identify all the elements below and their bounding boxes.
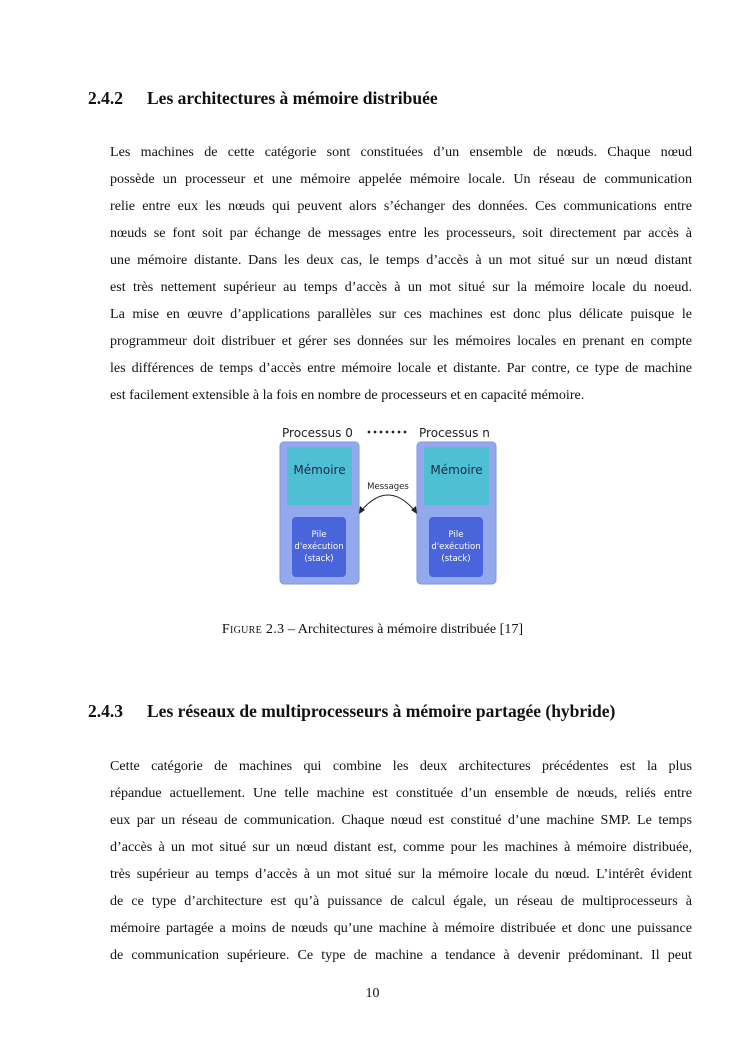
stack-label-right-line1: Pile bbox=[448, 530, 464, 540]
stack-label-left-line1: Pile bbox=[311, 530, 327, 540]
section-number: 2.4.2 bbox=[88, 88, 123, 108]
text-line: est facilement extensible à la fois en nombre de processeurs et en capacité mémoire. bbox=[110, 387, 585, 403]
stack-label-left-line2: d'exécution bbox=[294, 542, 344, 552]
text-line: programmeur doit distribuer et gérer ses données sur les mémoires locales en prenant en compte bbox=[110, 333, 692, 349]
text-line: de communication supérieure. Ce type de machine a tendance à devenir prédominant. Il peut bbox=[110, 947, 692, 963]
text-line: une mémoire distante. Dans les deux cas, le temps d’accès à un mot situé sur un nœud distant bbox=[110, 252, 692, 268]
text-line: nœuds se font soit par échange de messages entre les processeurs, soit directement par accès à bbox=[110, 225, 692, 241]
text-line: possède un processeur et une mémoire appelée mémoire locale. Un réseau de communication bbox=[110, 171, 692, 187]
paragraph-distributed-memory bbox=[88, 139, 692, 409]
text-line: très supérieur au temps d’accès à un mot situé sur la mémoire locale du nœud. L’intérêt évident bbox=[110, 866, 692, 882]
text-line: Cette catégorie de machines qui combine les deux architectures précédentes est la plus bbox=[110, 758, 692, 774]
text-line: relie entre eux les nœuds qui peuvent alors s’échanger des données. Ces communications entre bbox=[110, 198, 692, 214]
process-left-label: Processus 0 bbox=[282, 426, 353, 440]
section-heading-2-4-2 bbox=[88, 88, 438, 109]
text-line: mémoire partagée a moins de nœuds qu’une machine à mémoire distribuée et donc une puissance bbox=[110, 920, 692, 936]
figure-label: Figure 2.3 bbox=[221, 621, 285, 637]
figure-caption-text: – Architectures à mémoire distribuée [17] bbox=[284, 621, 524, 637]
text-line: Les machines de cette catégorie sont constituées d’un ensemble de nœuds. Chaque nœud bbox=[110, 144, 692, 160]
memory-label-right: Mémoire bbox=[430, 463, 483, 477]
messages-label: Messages bbox=[367, 482, 409, 492]
text-line: d’accès à un mot situé sur un nœud distant est, comme pour les machines à mémoire distribuée, bbox=[110, 839, 692, 855]
distributed-memory-diagram bbox=[277, 421, 499, 591]
text-line: les différences de temps d’accès entre mémoire locale et distante. Par contre, ce type de machine bbox=[110, 360, 692, 376]
stack-label-left-line3: (stack) bbox=[304, 554, 334, 564]
stack-label-right-line3: (stack) bbox=[441, 554, 471, 564]
memory-label-left: Mémoire bbox=[293, 463, 346, 477]
section-number: 2.4.3 bbox=[88, 701, 123, 721]
text-line: La mise en œuvre d’applications parallèles sur ces machines est donc plus délicate puisque le bbox=[110, 306, 692, 322]
section-title: Les architectures à mémoire distribuée bbox=[147, 88, 438, 108]
section-heading-2-4-3 bbox=[88, 701, 615, 722]
page-number: 10 bbox=[365, 986, 380, 1001]
text-line: répandue actuellement. Une telle machine est constituée d’un ensemble de nœuds, reliés entre bbox=[110, 785, 692, 801]
section-title: Les réseaux de multiprocesseurs à mémoire partagée (hybride) bbox=[147, 701, 616, 721]
text-line: de ce type d’architecture est qu’à puissance de calcul égale, un réseau de multiprocesseurs à bbox=[110, 893, 692, 909]
stack-label-right-line2: d'exécution bbox=[431, 542, 481, 552]
text-line: est très nettement supérieur au temps d’accès à un mot situé sur la mémoire locale du noeud. bbox=[110, 279, 692, 295]
paragraph-hybrid-networks bbox=[88, 753, 692, 969]
text-line: eux par un réseau de communication. Chaque nœud est constitué d’une machine SMP. Le temps bbox=[110, 812, 692, 828]
figure-caption bbox=[0, 621, 745, 638]
process-right-label: Processus n bbox=[419, 426, 490, 440]
